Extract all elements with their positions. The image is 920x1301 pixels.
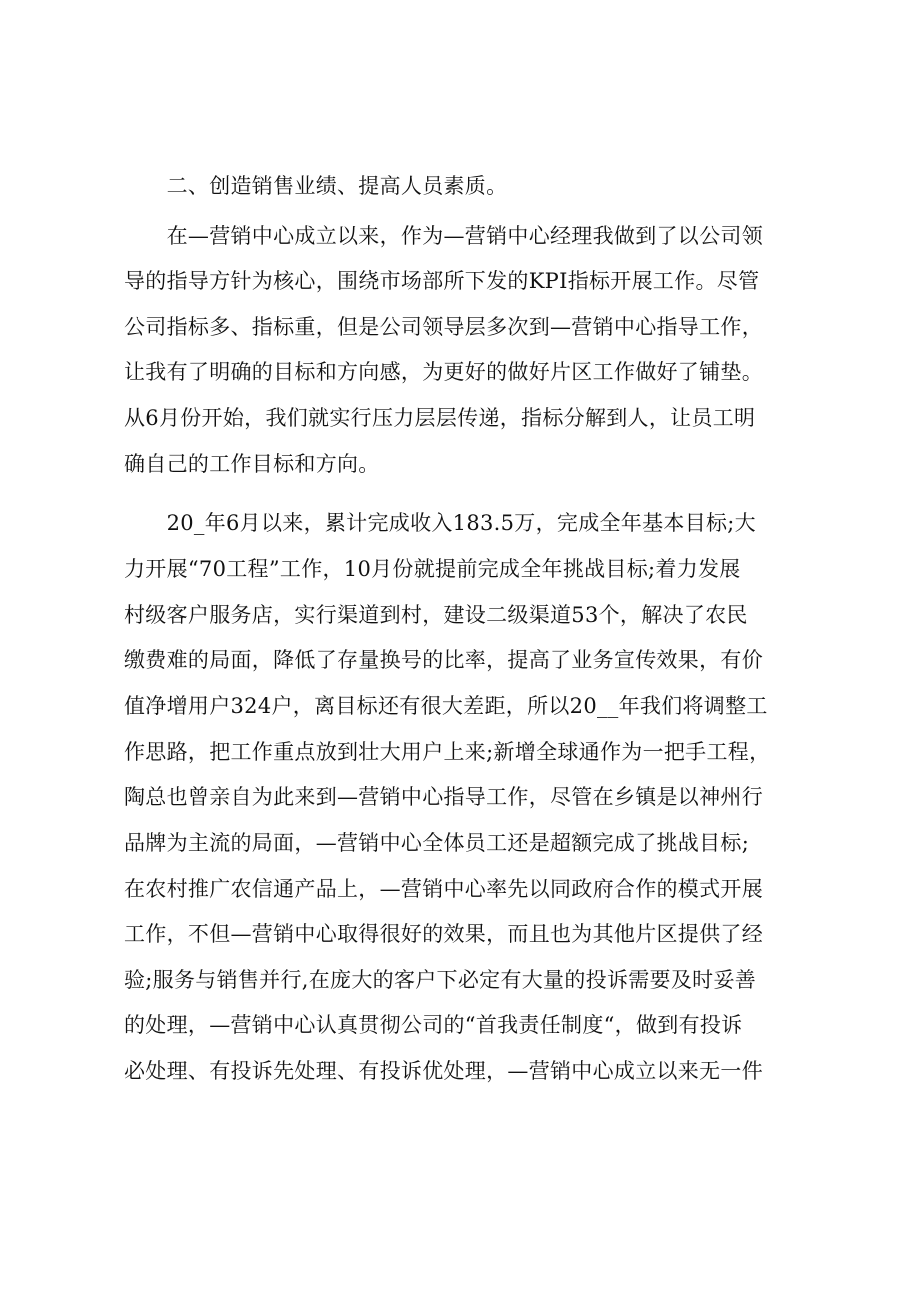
text-line: 陶总也曾亲自为此来到—营销中心指导工作，尽管在乡镇是以神州行 [124,785,763,809]
text-line: 力开展“70工程”工作，10月份就提前完成全年挑战目标;着力发展 [124,557,741,581]
text-line: 验;服务与销售并行,在庞大的客户下必定有大量的投诉需要及时妥善 [124,968,757,992]
text-line: 值净增用户324户，离目标还有很大差距，所以20__年我们将调整工 [124,694,768,718]
text-line: 村级客户服务店，实行渠道到村，建设二级渠道53个，解决了农民 [124,603,748,627]
text-line: 在农村推广农信通产品上，—营销中心率先以同政府合作的模式开展 [124,877,763,901]
text-line: 让我有了明确的目标和方向感，为更好的做好片区工作做好了铺垫。 [124,360,763,384]
text-line: 导的指导方针为核心，围绕市场部所下发的KPI指标开展工作。尽管 [124,269,760,293]
text-line: 必处理、有投诉先处理、有投诉优处理，—营销中心成立以来无一件 [124,1059,763,1083]
text-line: 20_年6月以来，累计完成收入183.5万，完成全年基本目标;大 [124,511,756,535]
text-line: 确自己的工作目标和方向。 [124,452,380,476]
text-line: 品牌为主流的局面，—营销中心全体员工还是超额完成了挑战目标; [124,831,750,855]
text-line: 在—营销中心成立以来，作为—营销中心经理我做到了以公司领 [124,224,763,248]
text-line: 从6月份开始，我们就实行压力层层传递，指标分解到人，让员工明 [124,406,756,430]
text-line: 工作，不但—营销中心取得很好的效果，而且也为其他片区提供了经 [124,922,763,946]
heading-line: 二、创造销售业绩、提高人员素质。 [124,174,508,198]
text-line: 作思路，把工作重点放到壮大用户上来;新增全球通作为一把手工程， [124,740,771,764]
text-line: 的处理，—营销中心认真贯彻公司的“首我责任制度“，做到有投诉 [124,1013,743,1037]
text-line: 公司指标多、指标重，但是公司领导层多次到—营销中心指导工作， [124,315,763,339]
text-line: 缴费难的局面，降低了存量换号的比率，提高了业务宣传效果，有价 [124,648,763,672]
